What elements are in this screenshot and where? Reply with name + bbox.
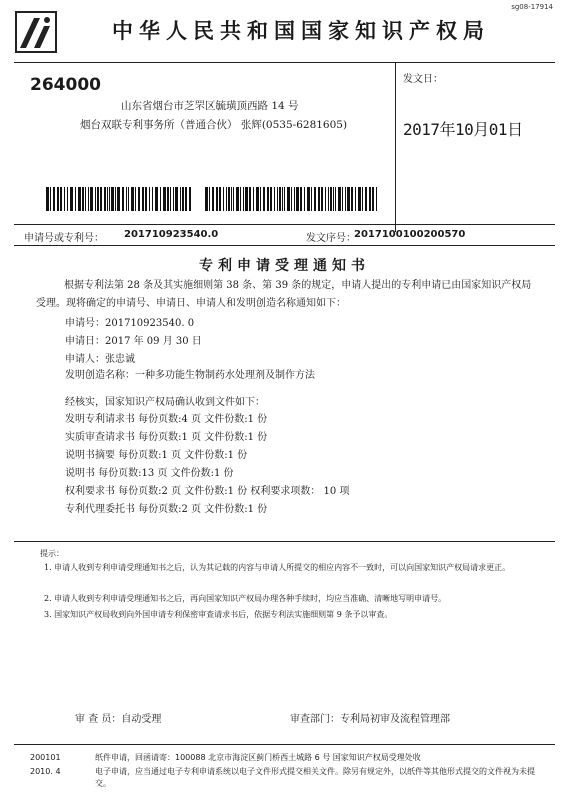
barcode-bar <box>256 187 259 211</box>
rule-after-numbers <box>14 245 555 246</box>
barcode-bar <box>107 187 108 211</box>
barcode-bar <box>321 187 323 211</box>
barcode-bar <box>249 187 251 211</box>
verified-intro: 经核实，国家知识产权局确认收到文件如下： <box>65 397 265 408</box>
tips-label: 提示： <box>40 549 64 558</box>
intro-paragraph: 根据专利法第 28 条及其实施细则第 38 条、第 39 条的规定，申请人提出的专利申请已由国家知识产权局受理。现将确定的申请号、申请日、申请人和发明创造名称通知如下： <box>36 280 532 309</box>
barcode-bar <box>160 187 161 211</box>
barcode-bar <box>60 187 62 211</box>
barcode-bar <box>173 187 174 211</box>
barcode-bar <box>57 187 59 211</box>
barcode-bar <box>347 187 350 211</box>
postcode: 264000 <box>30 75 101 95</box>
document-item: 说明书 每份页数:13 页 文件份数:1 份 <box>65 468 234 479</box>
send-date: 2017年10月01日 <box>403 120 523 139</box>
barcode-bar <box>345 187 346 211</box>
barcode-bar <box>212 187 214 211</box>
document-item: 发明专利请求书 每份页数:4 页 文件份数:1 份 <box>65 414 268 425</box>
barcode-bar <box>175 187 178 211</box>
footer-code-1: 200101 <box>30 753 61 762</box>
barcode-bar <box>245 187 248 211</box>
office-name: 中华人民共和国国家知识产权局 <box>112 19 490 43</box>
barcode-bar <box>163 187 166 211</box>
barcode-bar <box>300 187 302 211</box>
barcode-bar <box>296 187 299 211</box>
barcode-bar <box>100 187 102 211</box>
document-item: 专利代理委托书 每份页数:2 页 文件份数:1 份 <box>65 504 268 515</box>
header-divider <box>395 62 396 232</box>
barcode-bar <box>88 187 89 211</box>
barcode-bar <box>318 187 320 211</box>
barcode-bar <box>311 187 312 211</box>
barcode-bar <box>338 187 341 211</box>
barcode-bar <box>85 187 86 211</box>
barcode-bar <box>240 187 241 211</box>
barcode-bar <box>155 187 158 211</box>
barcode-bar <box>182 187 184 211</box>
recipient-address: 山东省烟台市芝罘区毓璜顶西路 14 号 <box>121 100 299 112</box>
barcode-bar <box>104 187 106 211</box>
application-number-label: 申请号或专利号： <box>24 233 104 244</box>
field-application-number: 申请号：201710923540. 0 <box>65 318 195 329</box>
serial-number-label: 发文序号： <box>306 233 356 244</box>
barcode-bar <box>109 187 110 211</box>
barcode-bar <box>270 187 272 211</box>
barcode-bar <box>355 187 356 211</box>
reviewer: 审 查 员：自动受理 <box>75 714 162 725</box>
barcode-bar <box>287 187 290 211</box>
rule-before-numbers <box>14 224 555 225</box>
recipient-agency: 烟台双联专利事务所（普通合伙） 张辉(0535-6281605) <box>80 119 348 131</box>
form-code: sg08-17914 <box>511 3 553 11</box>
barcode-bar <box>231 187 232 211</box>
barcode-bar <box>228 187 230 211</box>
barcode-bar <box>328 187 329 211</box>
document-item: 实质审查请求书 每份页数:1 页 文件份数:1 份 <box>65 432 268 443</box>
serial-number: 2017100100200570 <box>354 229 466 240</box>
field-applicant: 申请人：张忠诚 <box>65 354 135 365</box>
barcode-bar <box>152 187 153 211</box>
footer-paper-address: 纸件申请，回函请寄：100088 北京市海淀区蓟门桥西土城路 6 号 国家知识产权局受理处收 <box>95 753 421 762</box>
footer-electronic-note: 电子申请，应当通过电子专利申请系统以电子文件形式提交相关文件。除另有规定外，以纸件等其他形式提交的文件视为未提交。 <box>95 767 535 788</box>
barcode-bar <box>135 187 136 211</box>
barcode-serial-number <box>205 187 379 211</box>
barcode-bar <box>330 187 332 211</box>
barcode-bar <box>351 187 353 211</box>
barcode-bar <box>219 187 221 211</box>
document-item: 权利要求书 每份页数:2 页 文件份数:1 份 权利要求项数： 10 项 <box>65 486 350 497</box>
barcode-bar <box>180 187 181 211</box>
review-department: 审查部门：专利局初审及流程管理部 <box>290 714 450 725</box>
document-item: 说明书摘要 每份页数:1 页 文件份数:1 份 <box>65 450 248 461</box>
barcode-bar <box>233 187 234 211</box>
barcode-bar <box>236 187 239 211</box>
barcode-bar <box>75 187 76 211</box>
barcode-bar <box>314 187 316 211</box>
footer-rule <box>14 744 555 745</box>
barcode-bar <box>209 187 210 211</box>
barcode-bar <box>142 187 144 211</box>
barcode-application-number <box>46 187 192 211</box>
barcode-bar <box>64 187 65 211</box>
field-application-date: 申请日：2017 年 09 月 30 日 <box>65 336 202 347</box>
barcode-bar <box>115 187 116 211</box>
barcode-bar <box>267 187 269 211</box>
barcode-bar <box>243 187 244 211</box>
barcode-bar <box>138 187 140 211</box>
barcode-bar <box>53 187 55 211</box>
barcode-bar <box>376 187 377 211</box>
barcode-bar <box>170 187 171 211</box>
barcode-bar <box>226 187 227 211</box>
barcode-bar <box>185 187 187 211</box>
barcode-bar <box>294 187 295 211</box>
barcode-bar <box>263 187 265 211</box>
barcode-bar <box>131 187 134 211</box>
rule-before-tips <box>14 541 555 542</box>
barcode-bar <box>111 187 114 211</box>
barcode-bar <box>82 187 84 211</box>
tip-item: 1. 申请人收到专利申请受理通知书之后，认为其记载的内容与申请人所提交的相应内容不一致时，可以向国家知识产权局请求更正。 <box>44 563 511 572</box>
barcode-bar <box>126 187 127 211</box>
barcode-bar <box>325 187 326 211</box>
barcode-bar <box>167 187 169 211</box>
tip-item: 3. 国家知识产权局收到向外国申请专利保密审查请求书后，依据专利法实施细则第 9 条予以审查。 <box>44 610 393 619</box>
barcode-bar <box>95 187 96 211</box>
field-invention-title: 发明创造名称：一种多功能生物制药水处理剂及制作方法 <box>65 370 315 381</box>
barcode-bar <box>274 187 275 211</box>
barcode-bar <box>189 187 191 211</box>
barcode-bar <box>67 187 68 211</box>
barcode-bar <box>145 187 147 211</box>
footer-code-2: 2010. 4 <box>30 767 61 776</box>
notice-title: 专利申请受理通知书 <box>199 258 370 274</box>
barcode-bar <box>223 187 224 211</box>
barcode-bar <box>284 187 285 211</box>
barcode-bar <box>307 187 310 211</box>
barcode-bar <box>277 187 278 211</box>
barcode-bar <box>70 187 73 211</box>
barcode-bar <box>358 187 361 211</box>
application-number: 201710923540.0 <box>124 229 219 240</box>
barcode-bar <box>122 187 124 211</box>
barcode-bar <box>279 187 281 211</box>
barcode-bar <box>282 187 283 211</box>
barcode-bar <box>365 187 367 211</box>
barcode-bar <box>342 187 343 211</box>
barcode-bar <box>362 187 363 211</box>
barcode-bar <box>149 187 150 211</box>
cnipa-emblem-icon <box>14 10 58 54</box>
tip-item: 2. 申请人收到专利申请受理通知书之后，再向国家知识产权局办理各种手续时，均应当准确、清晰地写明申请号。 <box>44 594 447 603</box>
barcode-bar <box>50 187 51 211</box>
barcode-bar <box>333 187 334 211</box>
barcode-bar <box>253 187 254 211</box>
barcode-bar <box>78 187 81 211</box>
barcode-bar <box>97 187 99 211</box>
barcode-bar <box>216 187 218 211</box>
barcode-bar <box>304 187 305 211</box>
barcode-bar <box>205 187 208 211</box>
barcode-bar <box>260 187 261 211</box>
barcode-bar <box>369 187 371 211</box>
barcode-bar <box>90 187 93 211</box>
header-rule-top <box>14 62 555 63</box>
barcode-bar <box>46 187 49 211</box>
barcode-bar <box>335 187 336 211</box>
barcode-bar <box>291 187 292 211</box>
barcode-bar <box>117 187 120 211</box>
barcode-bar <box>372 187 374 211</box>
send-date-label: 发文日： <box>403 74 443 85</box>
barcode-bar <box>128 187 129 211</box>
